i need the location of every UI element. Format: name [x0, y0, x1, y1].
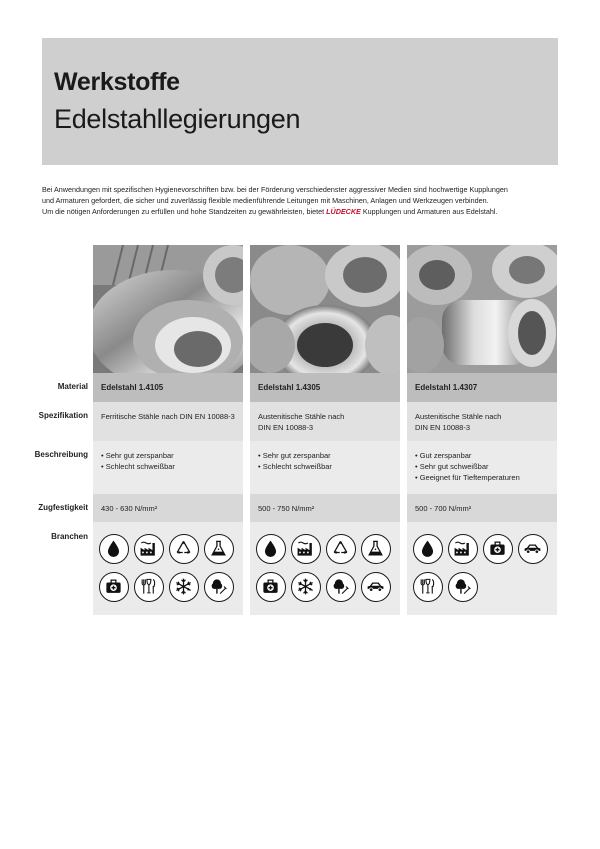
label-beschreibung: Beschreibung — [34, 450, 88, 459]
label-zugfestigkeit: Zugfestigkeit — [38, 503, 88, 512]
car-icon — [361, 572, 391, 602]
tensile-strength: 430 - 630 N/mm² — [93, 494, 243, 522]
label-spezifikation: Spezifikation — [38, 411, 88, 420]
description-item: • Schlecht schweißbar — [101, 461, 235, 472]
intro-text — [42, 184, 562, 217]
page-title: Werkstoffe — [54, 68, 180, 96]
page-subtitle: Edelstahllegierungen — [54, 104, 301, 134]
snowflake-icon — [291, 572, 321, 602]
intro-line-1: Bei Anwendungen mit spezifischen Hygienevorschriften bzw. bei der Förderung verschiedenster aggressiver Medien sind hochwertige Kupplungen — [42, 185, 508, 194]
tree-tools-icon — [204, 572, 234, 602]
description — [93, 441, 243, 494]
description-item: • Geeignet für Tieftemperaturen — [415, 472, 549, 483]
material-name: Edelstahl 1.4105 — [93, 373, 243, 402]
wine-cutlery-icon — [134, 572, 164, 602]
industries — [93, 522, 243, 615]
description-item: • Sehr gut schweißbar — [415, 461, 549, 472]
recycle-icon — [169, 534, 199, 564]
product-photo — [93, 245, 243, 373]
flask-icon — [204, 534, 234, 564]
description-item: • Sehr gut zerspanbar — [258, 450, 392, 461]
specification-line-2: DIN EN 10088-3 — [415, 423, 471, 432]
wine-cutlery-icon — [413, 572, 443, 602]
car-icon — [518, 534, 548, 564]
intro-line-2: und Armaturen gefordert, die sicher und zuverlässig flexible medienführende Leitungen mit Maschinen, Anlagen und Werkzeugen verbinden. — [42, 196, 489, 205]
intro-line-3-post: Kupplungen und Armaturen aus Edelstahl. — [362, 207, 498, 216]
specification — [93, 402, 243, 441]
material-column-2 — [250, 245, 400, 615]
tree-tools-icon — [326, 572, 356, 602]
snowflake-icon — [169, 572, 199, 602]
label-branchen: Branchen — [51, 532, 88, 541]
page-header — [42, 38, 558, 165]
first-aid-icon — [99, 572, 129, 602]
factory-icon — [134, 534, 164, 564]
description — [407, 441, 557, 494]
product-photo — [250, 245, 400, 373]
specification-line-2: DIN EN 10088-3 — [258, 423, 314, 432]
industries — [250, 522, 400, 615]
material-column-3 — [407, 245, 557, 615]
intro-line-3 — [42, 206, 562, 217]
brand-logo-text: LÜDECKE — [326, 207, 361, 216]
specification-line-1: Austenitische Stähle nach — [415, 412, 502, 421]
intro-line-3-pre: Um die nötigen Anforderungen zu erfüllen und hohe Standzeiten zu gewährleisten, bietet — [42, 207, 325, 216]
industries — [407, 522, 557, 615]
drop-icon — [413, 534, 443, 564]
drop-icon — [99, 534, 129, 564]
product-photo — [407, 245, 557, 373]
material-name: Edelstahl 1.4305 — [250, 373, 400, 402]
description-item: • Sehr gut zerspanbar — [101, 450, 235, 461]
first-aid-icon — [483, 534, 513, 564]
tensile-strength: 500 - 750 N/mm² — [250, 494, 400, 522]
description-item: • Gut zerspanbar — [415, 450, 549, 461]
flask-icon — [361, 534, 391, 564]
factory-icon — [448, 534, 478, 564]
drop-icon — [256, 534, 286, 564]
material-name: Edelstahl 1.4307 — [407, 373, 557, 402]
tensile-strength: 500 - 700 N/mm² — [407, 494, 557, 522]
material-column-1 — [93, 245, 243, 615]
first-aid-icon — [256, 572, 286, 602]
description-item: • Schlecht schweißbar — [258, 461, 392, 472]
specification-line-1: Ferritische Stähle nach DIN EN 10088-3 — [101, 412, 235, 421]
specification — [250, 402, 400, 441]
label-material: Material — [57, 382, 88, 391]
specification — [407, 402, 557, 441]
tree-tools-icon — [448, 572, 478, 602]
description — [250, 441, 400, 494]
specification-line-1: Austenitische Stähle nach — [258, 412, 345, 421]
factory-icon — [291, 534, 321, 564]
recycle-icon — [326, 534, 356, 564]
